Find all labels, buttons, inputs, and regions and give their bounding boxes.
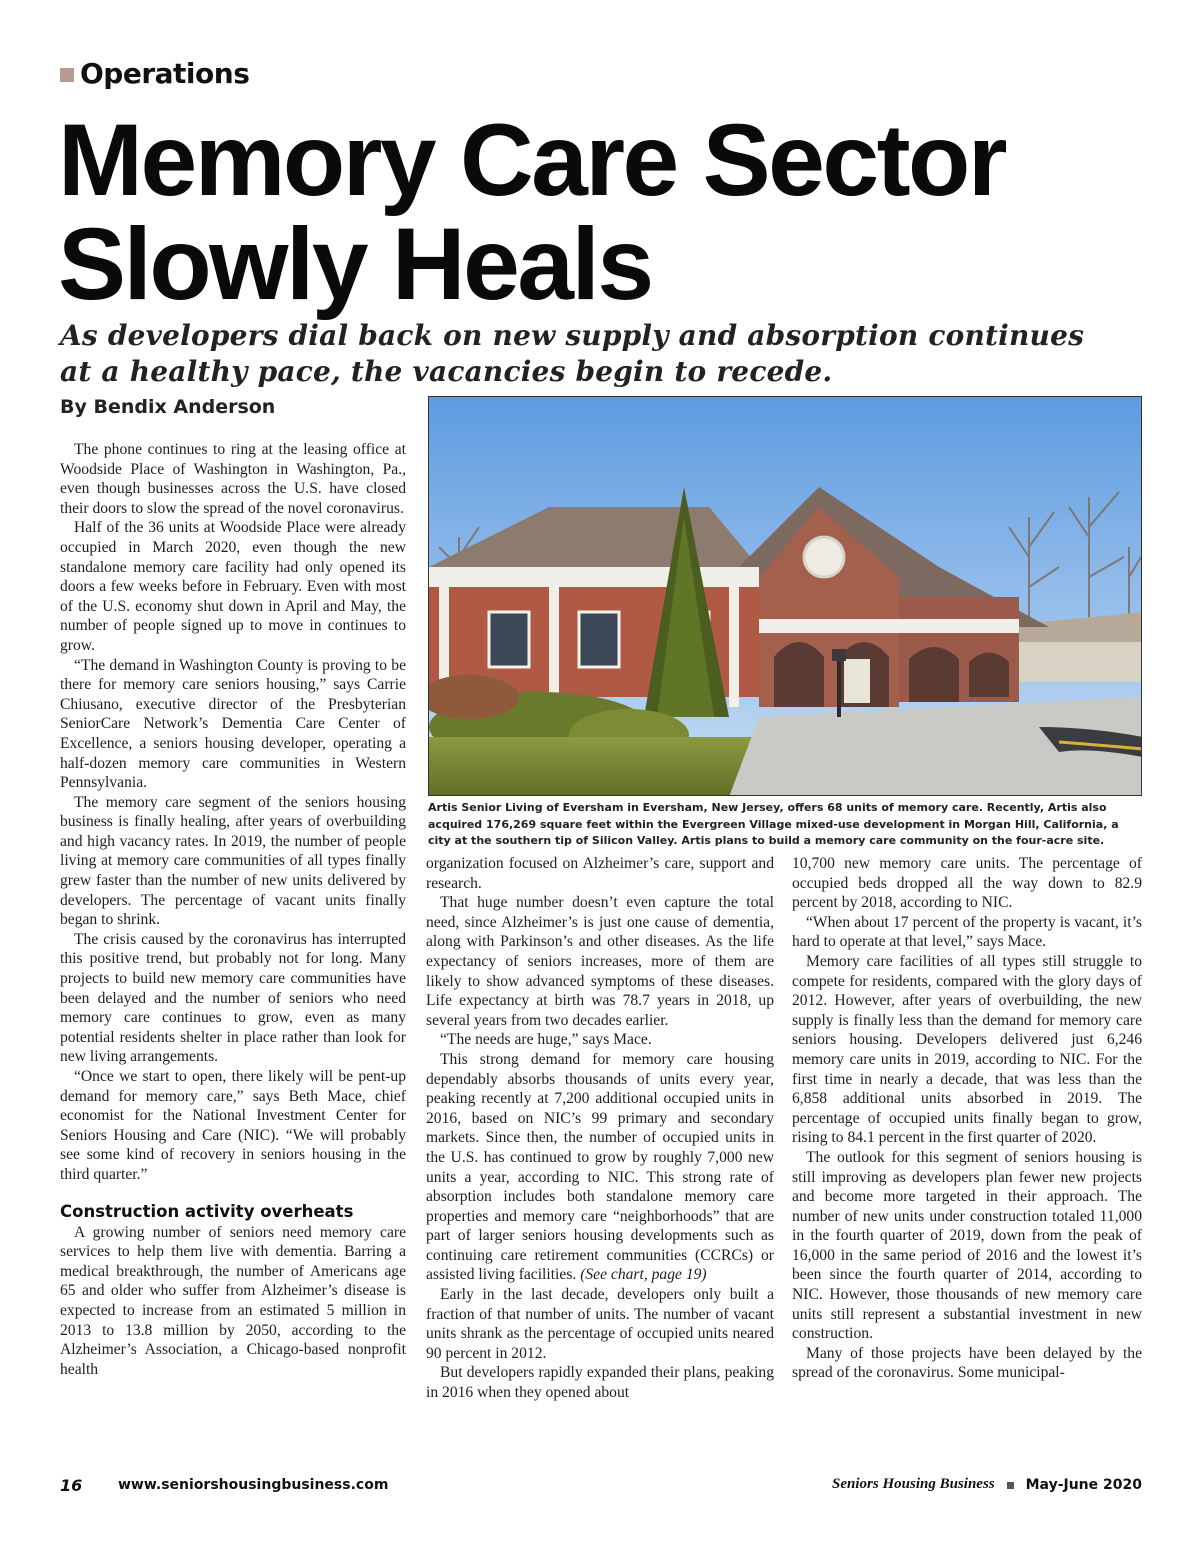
section-label: Operations — [80, 56, 250, 90]
deck-subtitle — [60, 318, 1140, 390]
paragraph: 10,700 new memory care units. The percentage of occupied beds dropped all the way down to 82.9 percent by 2018, according to NIC. — [792, 855, 1142, 912]
publication-name: Seniors Housing Business — [832, 1476, 995, 1492]
article-column-3 — [792, 854, 1142, 1383]
deck-line-1: As developers dial back on new supply and absorption continues — [60, 319, 1085, 352]
headline-line-2: Slowly Heals — [58, 207, 652, 321]
article-photo — [428, 396, 1142, 796]
section-square-icon — [60, 68, 74, 82]
paragraph: Half of the 36 units at Woodside Place were already occupied in March 2020, even though the new standalone memory care facility had only opened its doors a few weeks before in February. Even with most of the U.S. economy shut down in April and May, the number of people signed up to move in continues to grow. — [60, 519, 406, 654]
headline-line-1: Memory Care Sector — [58, 103, 1006, 217]
chart-reference: (See chart, page 19) — [580, 1266, 707, 1284]
paragraph: “The needs are huge,” says Mace. — [440, 1031, 652, 1049]
paragraph: The crisis caused by the coronavirus has interrupted this positive trend, but probably not for long. Many projects to build new memory care communities have been delayed and the number of seniors who need memory care continues to grow, even as many potential residents shelter in place rather than look for new living arrangements. — [60, 930, 406, 1066]
article-column-1 — [60, 440, 406, 1379]
paragraph: The memory care segment of the seniors housing business is finally healing, after years of overbuilding and high vacancy rates. In 2019, the number of people living at memory care communities of all types finally grew faster than the number of new units delivered by developers. The percentage of vacant units finally began to shrink. — [60, 793, 406, 929]
paragraph: The outlook for this segment of seniors housing is still improving as developers plan fewer new projects and become more targeted in their approach. The number of new units under construction totaled 11,000 in the fourth quarter of 2019, down from the peak of 16,000 in the same period of 2016 and the lowest it’s been since the fourth quarter of 2014, according to NIC. However, those thousands of new memory care units still represent a substantial investment in new construction. — [792, 1148, 1142, 1343]
separator-square-icon — [1007, 1482, 1014, 1489]
footer-publication-info — [832, 1476, 1142, 1493]
article-column-2 — [426, 854, 774, 1403]
paragraph: “When about 17 percent of the property is vacant, it’s hard to operate at that level,” says Mace. — [792, 913, 1142, 951]
paragraph: Early in the last decade, developers only built a fraction of that number of units. The number of vacant units shrank as the percentage of occupied units neared 90 percent in 2012. — [426, 1286, 774, 1362]
paragraph: A growing number of seniors need memory care services to help them live with dementia. Barring a medical breakthrough, the number of Americans age 65 and older who suffer from Alzheimer’s disease is expected to increase from an estimated 5 million in 2013 to 13.8 million by 2050, according to the Alzheimer’s Association, a Chicago-based nonprofit health — [60, 1223, 406, 1378]
paragraph: “The demand in Washington County is proving to be there for memory care seniors housing,” says Carrie Chiusano, executive director of the Presbyterian SeniorCare Network’s Dementia Care Center of Excellence, a seniors housing developer, operating a half-dozen memory care communities in Western Pennsylvania. — [60, 656, 406, 792]
footer-url: www.seniorshousingbusiness.com — [118, 1477, 389, 1493]
page-footer — [60, 1476, 1142, 1500]
paragraph: “Once we start to open, there likely will be pent-up demand for memory care,” says Beth Mace, chief economist for the National Investment Center for Seniors Housing and Care (NIC). “We will probably see some kind of recovery in seniors housing in the third quarter.” — [60, 1068, 406, 1183]
paragraph: Many of those projects have been delayed by the spread of the coronavirus. Some municipal- — [792, 1344, 1142, 1382]
subheading: Construction activity overheats — [60, 1201, 354, 1221]
deck-line-2: at a healthy pace, the vacancies begin to recede. — [60, 355, 833, 388]
issue-date: May-June 2020 — [1025, 1476, 1142, 1493]
page-number: 16 — [60, 1476, 83, 1495]
paragraph: The phone continues to ring at the leasing office at Woodside Place of Washington in Washington, Pa., even though businesses across the U.S. have closed their doors to slow the spread of the novel coronavirus. — [60, 441, 406, 517]
paragraph: But developers rapidly expanded their plans, peaking in 2016 when they opened about — [426, 1364, 774, 1402]
building-photo-illustration — [429, 397, 1142, 796]
paragraph — [426, 1050, 774, 1285]
paragraph: Memory care facilities of all types still struggle to compete for residents, compared with the glory days of 2012. However, after years of overbuilding, the new supply is finally less than the demand for memory care seniors housing. Developers delivered just 6,246 memory care units in 2019, according to NIC. For the first time in nearly a decade, that was less than the 6,858 additional units absorbed in 2019. The percentage of occupied units finally began to grow, rising to 84.1 percent in the first quarter of 2020. — [792, 952, 1142, 1147]
headline — [58, 103, 1158, 321]
byline: By Bendix Anderson — [60, 396, 276, 418]
paragraph: organization focused on Alzheimer’s care, support and research. — [426, 855, 774, 892]
photo-caption: Artis Senior Living of Eversham in Eversham, New Jersey, offers 68 units of memory care. Recently, Artis also acquired 176,269 square feet within the Evergreen Village mixed-use development in Morgan Hill, California, a city at the southern tip of Silicon Valley. Artis plans to build a memory care community on the four-acre site. — [428, 801, 1119, 847]
section-tag — [60, 56, 249, 90]
paragraph: That huge number doesn’t even capture the total need, since Alzheimer’s is just one cause of dementia, along with Parkinson’s and other diseases. As the life expectancy of seniors increases, more of them are likely to show advanced symptoms of these diseases. Life expectancy at birth was 78.7 years in 2018, up several years from two decades earlier. — [426, 894, 774, 1029]
paragraph-text: This strong demand for memory care housing dependably absorbs thousands of units every year, peaking recently at 7,200 additional occupied units in 2016, based on NIC’s 99 primary and secondary markets. Since then, the number of occupied units in the U.S. has continued to grow by roughly 7,000 new units a year, according to NIC. This strong rate of absorption includes both standalone memory care properties and memory care “neighborhoods” that are part of larger seniors housing developments such as continuing care retirement communities (CCRCs) or assisted living facilities. — [426, 1050, 774, 1284]
